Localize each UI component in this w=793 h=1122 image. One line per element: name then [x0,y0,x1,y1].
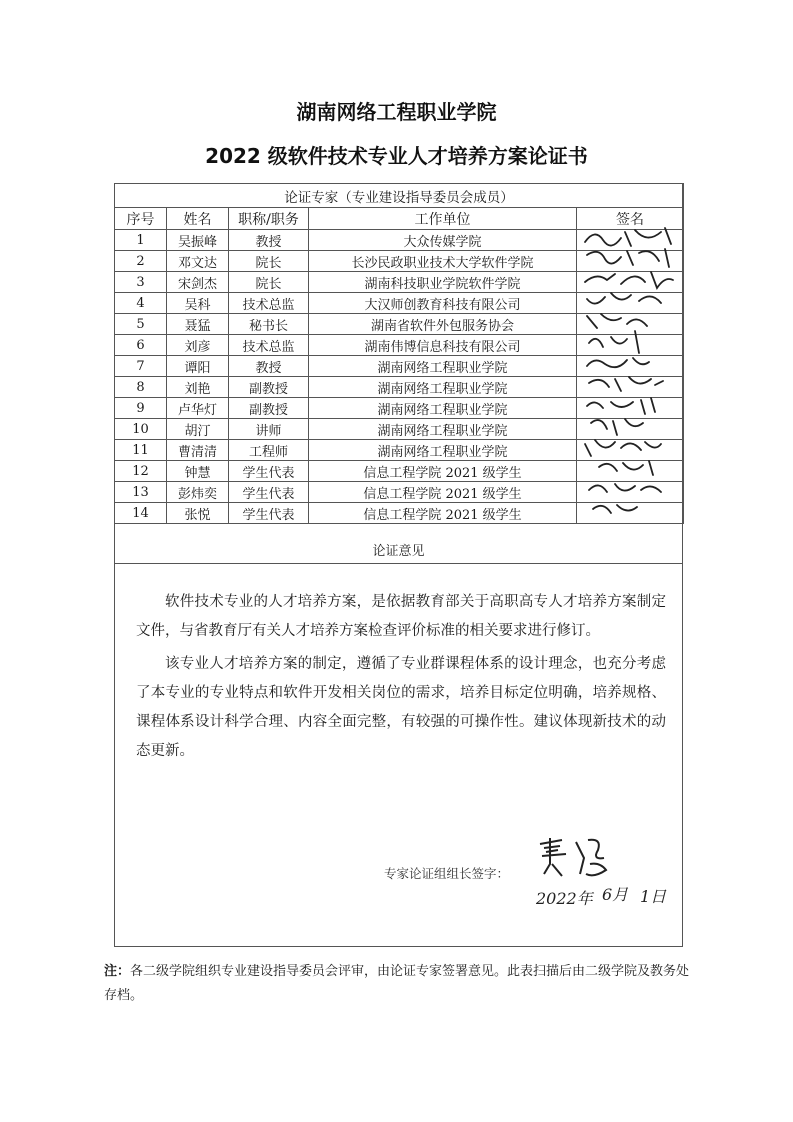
expert-no: 2 [115,251,167,272]
opinion-paragraph-2: 该专业人才培养方案的制定，遵循了专业群课程体系的设计理念，也充分考虑了本专业的专业特点和软件开发相关岗位的需求，培养目标定位明确，培养规格、课程体系设计科学合理、内容全面完整，有较强的可操作性。建议体现新技术的动态更新。 [136,656,666,759]
expert-no: 10 [115,419,167,440]
date-month: 6月 [602,885,629,904]
signature-date [534,882,684,910]
experts-column-headers [115,208,684,230]
document-title: 2022 级软件技术专业人才培养方案论证书 [205,144,588,168]
expert-name: 彭炜奕 [167,482,229,503]
expert-title: 学生代表 [229,482,309,503]
expert-signature [577,377,684,398]
expert-title: 技术总监 [229,335,309,356]
expert-org: 大众传媒学院 [309,230,577,251]
expert-signature [577,272,684,293]
expert-org: 湖南网络工程职业学院 [309,356,577,377]
expert-name: 谭阳 [167,356,229,377]
expert-no: 7 [115,356,167,377]
expert-no: 6 [115,335,167,356]
expert-row [115,398,684,419]
expert-row [115,503,684,524]
col-header-org: 工作单位 [309,208,577,230]
col-header-title: 职称/职务 [229,208,309,230]
expert-title: 工程师 [229,440,309,461]
expert-name: 张悦 [167,503,229,524]
expert-org: 湖南伟博信息科技有限公司 [309,335,577,356]
date-day: 1日 [640,887,667,906]
expert-signature [577,293,684,314]
opinion-paragraph-1: 软件技术专业的人才培养方案，是依据教育部关于高职高专人才培养方案制定文件，与省教育厅有关人才培养方案检查评价标准的相关要求进行修订。 [136,594,666,639]
expert-org: 湖南网络工程职业学院 [309,419,577,440]
expert-title: 学生代表 [229,461,309,482]
expert-no: 14 [115,503,167,524]
expert-name: 钟慧 [167,461,229,482]
expert-signature [577,230,684,251]
expert-no: 8 [115,377,167,398]
chair-handwritten-signature [532,834,622,884]
expert-signature [577,440,684,461]
expert-org: 长沙民政职业技术大学软件学院 [309,251,577,272]
expert-org: 信息工程学院 2021 级学生 [309,461,577,482]
expert-name: 刘彦 [167,335,229,356]
col-header-name: 姓名 [167,208,229,230]
expert-signature [577,398,684,419]
expert-org: 湖南科技职业学院软件学院 [309,272,577,293]
expert-signature [577,356,684,377]
expert-signature [577,461,684,482]
expert-org: 湖南网络工程职业学院 [309,398,577,419]
expert-name: 吴科 [167,293,229,314]
expert-name: 邓文达 [167,251,229,272]
expert-signature [577,503,684,524]
expert-no: 5 [115,314,167,335]
expert-org: 信息工程学院 2021 级学生 [309,482,577,503]
expert-org: 信息工程学院 2021 级学生 [309,503,577,524]
col-header-signature: 签名 [577,208,684,230]
expert-row [115,356,684,377]
footnote-text: 各二级学院组织专业建设指导委员会评审，由论证专家签署意见。此表扫描后由二级学院及教务处存档。 [104,964,690,1003]
expert-row [115,335,684,356]
expert-row [115,461,684,482]
expert-no: 1 [115,230,167,251]
expert-signature [577,335,684,356]
expert-row [115,230,684,251]
expert-title: 学生代表 [229,503,309,524]
footnote-prefix: 注： [104,964,131,979]
expert-name: 宋剑杰 [167,272,229,293]
expert-no: 4 [115,293,167,314]
expert-name: 卢华灯 [167,398,229,419]
expert-no: 11 [115,440,167,461]
experts-section-header: 论证专家（专业建设指导委员会成员） [115,184,684,208]
expert-title: 院长 [229,272,309,293]
expert-title: 讲师 [229,419,309,440]
expert-title: 副教授 [229,377,309,398]
expert-org: 湖南网络工程职业学院 [309,377,577,398]
expert-org: 大汉师创教育科技有限公司 [309,293,577,314]
experts-table [114,183,684,524]
expert-no: 12 [115,461,167,482]
expert-no: 13 [115,482,167,503]
expert-title: 教授 [229,230,309,251]
expert-rows [115,230,684,524]
expert-row [115,251,684,272]
expert-name: 吴振峰 [167,230,229,251]
expert-row [115,440,684,461]
expert-title: 技术总监 [229,293,309,314]
opinion-label: 论证意见 [114,540,683,564]
col-header-no: 序号 [115,208,167,230]
expert-no: 9 [115,398,167,419]
chair-signature-label: 专家论证组组长签字： [384,866,510,881]
expert-name: 聂猛 [167,314,229,335]
expert-org: 湖南网络工程职业学院 [309,440,577,461]
expert-org: 湖南省软件外包服务协会 [309,314,577,335]
expert-row [115,293,684,314]
school-title: 湖南网络工程职业学院 [296,100,497,124]
expert-name: 刘艳 [167,377,229,398]
expert-row [115,314,684,335]
expert-title: 副教授 [229,398,309,419]
expert-row [115,482,684,503]
date-year: 2022年 [536,889,593,908]
expert-title: 教授 [229,356,309,377]
expert-row [115,272,684,293]
expert-no: 3 [115,272,167,293]
expert-signature [577,251,684,272]
footnote [104,960,694,1008]
expert-signature [577,314,684,335]
expert-signature [577,419,684,440]
expert-title: 秘书长 [229,314,309,335]
expert-row [115,419,684,440]
expert-title: 院长 [229,251,309,272]
expert-name: 胡汀 [167,419,229,440]
expert-row [115,377,684,398]
expert-name: 曹清清 [167,440,229,461]
expert-signature [577,482,684,503]
